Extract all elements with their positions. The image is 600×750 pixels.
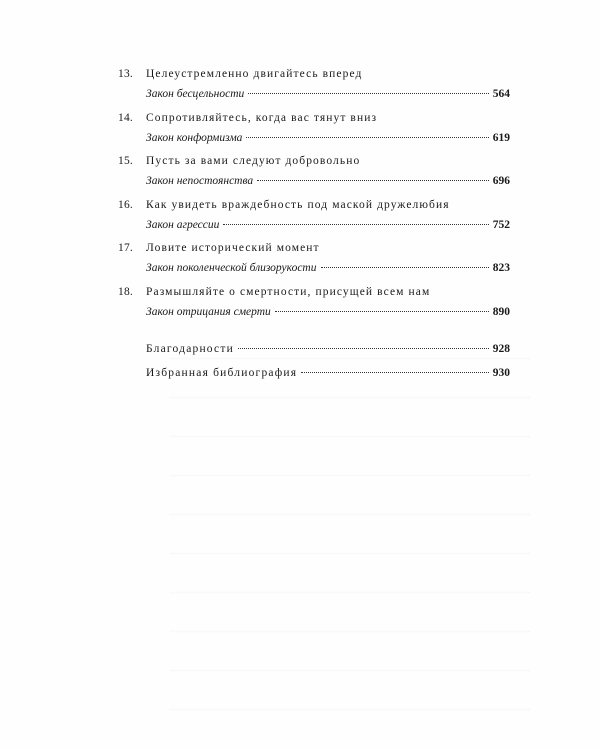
toc-entry [118, 151, 510, 195]
chapter-title: Как увидеть враждебность под маской дружелюбия [146, 198, 450, 211]
chapter-title: Сопротивляйтесь, когда вас тянут вниз [146, 111, 378, 124]
page-number: 890 [492, 305, 510, 318]
dot-leader [257, 180, 489, 181]
dot-leader [301, 372, 489, 373]
toc-entry [118, 238, 510, 282]
page-number: 619 [492, 131, 510, 144]
back-matter-title: Благодарности [146, 343, 234, 355]
page-number: 928 [492, 343, 510, 355]
toc-entry [118, 195, 510, 239]
chapter-law: Закон поколенческой близорукости [146, 262, 317, 274]
chapter-title: Размышляйте о смертности, присущей всем нам [146, 285, 431, 298]
chapter-number: 17. [118, 242, 133, 254]
chapter-law: Закон конформизма [146, 131, 243, 144]
chapter-number: 18. [118, 285, 133, 298]
page-number: 696 [492, 175, 510, 187]
dot-leader [248, 93, 488, 94]
chapter-title: Пусть за вами следуют добровольно [146, 155, 361, 167]
back-matter-entry [118, 363, 510, 387]
chapter-title: Целеустремленно двигайтесь вперед [146, 68, 363, 80]
chapter-number: 15. [118, 155, 133, 167]
page-number: 930 [492, 367, 510, 379]
chapter-title: Ловите исторический момент [146, 242, 320, 254]
dot-leader [223, 224, 488, 225]
chapter-law: Закон непостоянства [146, 175, 254, 187]
page-number: 752 [492, 218, 510, 231]
dot-leader [246, 137, 488, 138]
table-of-contents [118, 64, 510, 387]
back-matter-title: Избранная библиография [146, 367, 298, 379]
chapter-law: Закон бесцельности [146, 88, 245, 100]
dot-leader [238, 348, 489, 349]
chapter-law: Закон отрицания смерти [146, 305, 271, 318]
toc-entry [118, 282, 510, 326]
chapter-number: 16. [118, 198, 133, 211]
dot-leader [321, 267, 489, 268]
chapter-law: Закон агрессии [146, 218, 220, 231]
chapter-number: 13. [118, 68, 133, 80]
back-matter-entry [118, 339, 510, 363]
toc-entry [118, 64, 510, 108]
page-number: 564 [492, 88, 510, 100]
toc-entry [118, 108, 510, 152]
page-number: 823 [492, 262, 510, 274]
dot-leader [275, 311, 489, 312]
chapter-number: 14. [118, 111, 133, 124]
